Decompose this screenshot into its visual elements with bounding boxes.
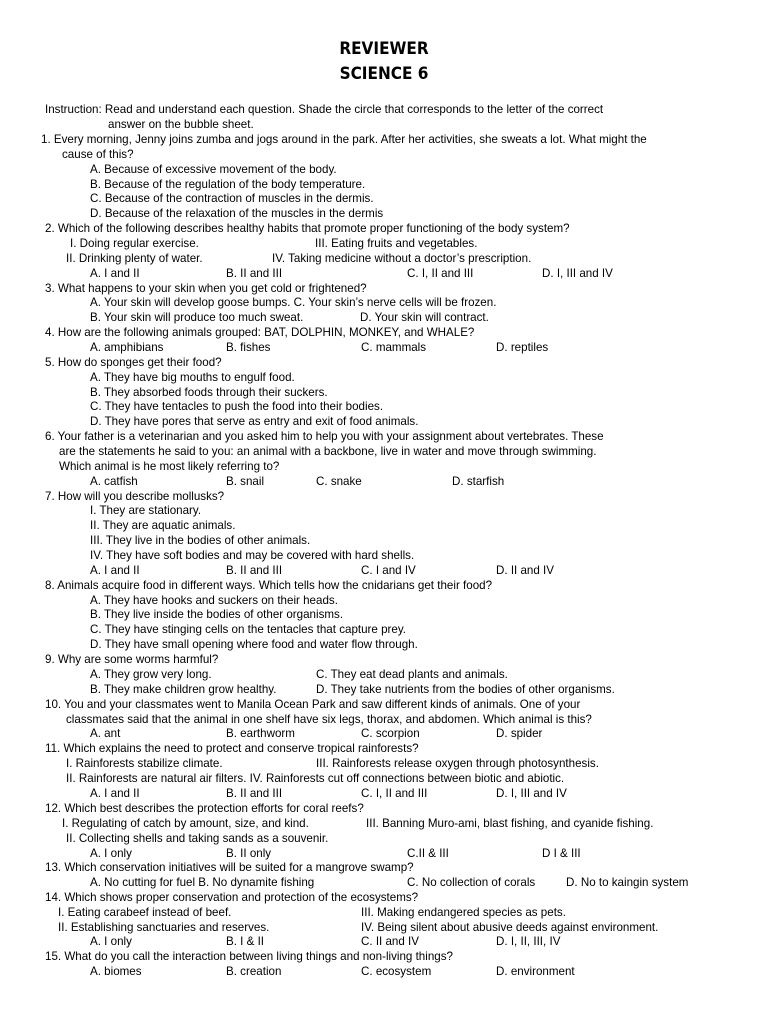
q5-choice-d: D. They have pores that serve as entry and exit of food animals. [90, 415, 419, 428]
q3-choice-b: B. Your skin will produce too much sweat. [90, 311, 304, 324]
q14-statement-i: I. Eating carabeef instead of beef. [58, 906, 232, 919]
q9-stem: 9. Why are some worms harmful? [45, 653, 219, 666]
q13-choice-d: D. No to kaingin system [566, 876, 689, 889]
q2-choice-c: C. I, II and III [407, 267, 474, 280]
q10-choice-a: A. ant [90, 727, 121, 740]
q9-choice-c: C. They eat dead plants and animals. [316, 668, 508, 681]
q12-choice-d: D I & III [542, 847, 581, 860]
q6-choice-c: C. snake [316, 475, 362, 488]
q14-statement-iv: IV. Being silent about abusive deeds against environment. [361, 921, 659, 934]
q15-choice-c: C. ecosystem [361, 965, 432, 978]
q2-choice-d: D. I, III and IV [542, 267, 613, 280]
q14-choice-b: B. I & II [226, 935, 265, 948]
page-title: REVIEWER [339, 39, 429, 59]
q3-stem: 3. What happens to your skin when you get cold or frightened? [45, 282, 367, 295]
q11-choice-a: A. I and II [90, 787, 140, 800]
q2-stem: 2. Which of the following describes healthy habits that promote proper functioning of the body system? [45, 222, 570, 235]
q12-choice-b: B. II only [226, 847, 272, 860]
q10-choice-c: C. scorpion [361, 727, 420, 740]
q8-stem: 8. Animals acquire food in different ways. Which tells how the cnidarians get their food? [45, 579, 493, 592]
q11-choice-b: B. II and III [226, 787, 283, 800]
q11-statements-ii-iv: II. Rainforests are natural air filters. IV. Rainforests cut off connections between biotic and abiotic. [66, 772, 565, 785]
q15-choice-d: D. environment [496, 965, 575, 978]
q13-choices-a-b: A. No cutting for fuel B. No dynamite fishing [90, 876, 315, 889]
q5-choice-b: B. They absorbed foods through their suckers. [90, 386, 328, 399]
q6-stem-line-1: 6. Your father is a veterinarian and you asked him to help you with your assignment about vertebrates. These [45, 430, 604, 443]
q1-choice-c: C. Because of the contraction of muscles in the dermis. [90, 192, 374, 205]
q7-choice-c: C. I and IV [361, 564, 416, 577]
q10-choice-d: D. spider [496, 727, 543, 740]
q14-statement-iii: III. Making endangered species as pets. [361, 906, 566, 919]
q10-choice-b: B. earthworm [226, 727, 295, 740]
q7-statement-ii: II. They are aquatic animals. [90, 519, 236, 532]
q9-choice-a: A. They grow very long. [90, 668, 212, 681]
q7-statement-i: I. They are stationary. [90, 504, 202, 517]
q14-choice-d: D. I, II, III, IV [496, 935, 561, 948]
q5-choice-a: A. They have big mouths to engulf food. [90, 371, 295, 384]
q9-choice-b: B. They make children grow healthy. [90, 683, 277, 696]
q7-choice-a: A. I and II [90, 564, 140, 577]
q6-choice-d: D. starfish [452, 475, 505, 488]
q2-choice-a: A. I and II [90, 267, 140, 280]
q14-choice-a: A. I only [90, 935, 132, 948]
q12-choice-c: C.II & III [407, 847, 449, 860]
q2-statement-ii: II. Drinking plenty of water. [66, 252, 203, 265]
q4-choice-c: C. mammals [361, 341, 427, 354]
q4-choice-d: D. reptiles [496, 341, 549, 354]
q1-stem-line-1: 1. Every morning, Jenny joins zumba and jogs around in the park. After her activities, she sweats a lot. What might the [41, 133, 647, 146]
q1-choice-b: B. Because of the regulation of the body temperature. [90, 178, 366, 191]
q2-statement-i: I. Doing regular exercise. [70, 237, 199, 250]
q13-choice-c: C. No collection of corals [407, 876, 536, 889]
q4-stem: 4. How are the following animals grouped: BAT, DOLPHIN, MONKEY, and WHALE? [45, 326, 475, 339]
q7-stem: 7. How will you describe mollusks? [45, 490, 225, 503]
q10-stem-line-2: classmates said that the animal in one shelf have six legs, thorax, and abdomen. Which animal is this? [66, 713, 592, 726]
q4-choice-b: B. fishes [226, 341, 271, 354]
q15-stem: 15. What do you call the interaction between living things and non-living things? [45, 950, 453, 963]
q2-statement-iv: IV. Taking medicine without a doctor’s prescription. [272, 252, 532, 265]
q12-statement-i: I. Regulating of catch by amount, size, and kind. [62, 817, 309, 830]
q15-choice-b: B. creation [226, 965, 282, 978]
q13-stem: 13. Which conservation initiatives will be suited for a mangrove swamp? [45, 861, 414, 874]
q3-choices-a-c: A. Your skin will develop goose bumps. C. Your skin’s nerve cells will be frozen. [90, 296, 497, 309]
q11-choice-c: C. I, II and III [361, 787, 428, 800]
q6-stem-line-2: are the statements he said to you: an animal with a backbone, live in water and move through swimming. [59, 445, 597, 458]
q12-choice-a: A. I only [90, 847, 132, 860]
q5-choice-c: C. They have tentacles to push the food into their bodies. [90, 400, 384, 413]
q15-choice-a: A. biomes [90, 965, 142, 978]
q12-statement-ii: II. Collecting shells and taking sands as a souvenir. [66, 832, 329, 845]
q7-statement-iv: IV. They have soft bodies and may be covered with hard shells. [90, 549, 415, 562]
instruction-line-2: answer on the bubble sheet. [108, 118, 254, 131]
q10-stem-line-1: 10. You and your classmates went to Manila Ocean Park and saw different kinds of animals. One of your [45, 698, 581, 711]
instruction-line-1: Instruction: Read and understand each question. Shade the circle that corresponds to the letter of the correct [45, 103, 604, 116]
q8-choice-c: C. They have stinging cells on the tentacles that capture prey. [90, 623, 407, 636]
q6-choice-a: A. catfish [90, 475, 138, 488]
q14-statement-ii: II. Establishing sanctuaries and reserves. [58, 921, 270, 934]
q9-choice-d: D. They take nutrients from the bodies of other organisms. [316, 683, 615, 696]
q8-choice-d: D. They have small opening where food and water flow through. [90, 638, 418, 651]
q6-choice-b: B. snail [226, 475, 265, 488]
q2-statement-iii: III. Eating fruits and vegetables. [315, 237, 478, 250]
page-subtitle: SCIENCE 6 [339, 64, 429, 84]
q11-choice-d: D. I, III and IV [496, 787, 567, 800]
q12-statement-iii: III. Banning Muro-ami, blast fishing, and cyanide fishing. [366, 817, 654, 830]
q7-choice-b: B. II and III [226, 564, 283, 577]
q7-statement-iii: III. They live in the bodies of other animals. [90, 534, 311, 547]
q6-stem-line-3: Which animal is he most likely referring to? [59, 460, 280, 473]
q2-choice-b: B. II and III [226, 267, 283, 280]
q4-choice-a: A. amphibians [90, 341, 164, 354]
q11-statement-i: I. Rainforests stabilize climate. [66, 757, 223, 770]
q5-stem: 5. How do sponges get their food? [45, 356, 222, 369]
q8-choice-a: A. They have hooks and suckers on their heads. [90, 594, 338, 607]
q1-choice-a: A. Because of excessive movement of the body. [90, 163, 337, 176]
q14-choice-c: C. II and IV [361, 935, 419, 948]
q1-stem-line-2: cause of this? [62, 148, 134, 161]
q1-choice-d: D. Because of the relaxation of the muscles in the dermis [90, 207, 384, 220]
q11-stem: 11. Which explains the need to protect and conserve tropical rainforests? [45, 742, 419, 755]
q14-stem: 14. Which shows proper conservation and protection of the ecosystems? [45, 891, 419, 904]
q12-stem: 12. Which best describes the protection efforts for coral reefs? [45, 802, 364, 815]
q3-choice-d: D. Your skin will contract. [360, 311, 489, 324]
q7-choice-d: D. II and IV [496, 564, 554, 577]
q11-statement-iii: III. Rainforests release oxygen through photosynthesis. [316, 757, 599, 770]
q8-choice-b: B. They live inside the bodies of other organisms. [90, 608, 344, 621]
